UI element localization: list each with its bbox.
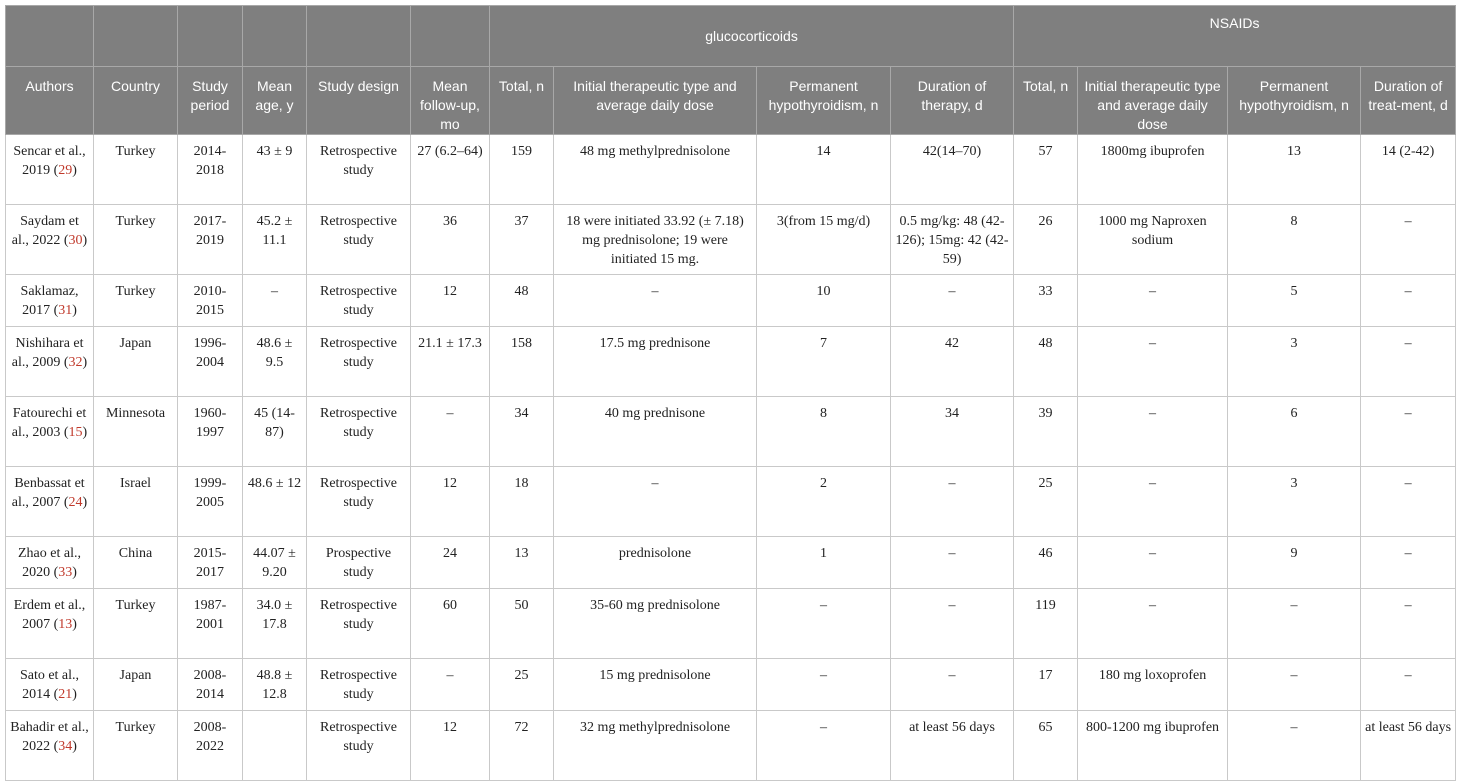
nsaid-hypothyroidism-cell: 8	[1228, 205, 1361, 275]
mean-age-cell: 34.0 ± 17.8	[243, 589, 307, 659]
study-period-cell: 2008-2014	[178, 659, 243, 711]
nsaid-dose-cell: 1000 mg Naproxen sodium	[1078, 205, 1228, 275]
country-cell: Turkey	[94, 205, 178, 275]
nsaid-total-cell: 26	[1014, 205, 1078, 275]
nsaid-duration-cell: –	[1361, 205, 1456, 275]
nsaid-dose-cell: 800-1200 mg ibuprofen	[1078, 711, 1228, 781]
column-header: Study period	[178, 67, 243, 135]
gc-duration-cell: –	[891, 275, 1014, 327]
follow-up-cell: 24	[411, 537, 490, 589]
study-period-cell: 2008-2022	[178, 711, 243, 781]
gc-dose-cell: 18 were initiated 33.92 (± 7.18) mg prednisolone; 19 were initiated 15 mg.	[554, 205, 757, 275]
nsaid-hypothyroidism-cell: 3	[1228, 467, 1361, 537]
gc-duration-cell: 0.5 mg/kg: 48 (42-126); 15mg: 42 (42-59)	[891, 205, 1014, 275]
authors-cell: Sato et al., 2014 (21)	[6, 659, 94, 711]
nsaid-hypothyroidism-cell: 5	[1228, 275, 1361, 327]
gc-total-cell: 50	[490, 589, 554, 659]
column-header: Study design	[307, 67, 411, 135]
author-name: Zhao et al., 2020	[18, 546, 81, 580]
authors-cell: Benbassat et al., 2007 (24)	[6, 467, 94, 537]
gc-duration-cell: –	[891, 589, 1014, 659]
mean-age-cell	[243, 711, 307, 781]
gc-hypothyroidism-cell: –	[757, 659, 891, 711]
study-period-cell: 2014-2018	[178, 135, 243, 205]
gc-dose-cell: 32 mg methylprednisolone	[554, 711, 757, 781]
column-header: Mean age, y	[243, 67, 307, 135]
nsaid-duration-cell: –	[1361, 275, 1456, 327]
nsaid-hypothyroidism-cell: 9	[1228, 537, 1361, 589]
author-name: Sencar et al., 2019	[13, 144, 86, 178]
gc-dose-cell: 48 mg methylprednisolone	[554, 135, 757, 205]
reference-link[interactable]: 30	[68, 233, 83, 248]
table-row	[6, 589, 1456, 659]
gc-dose-cell: 17.5 mg prednisone	[554, 327, 757, 397]
comparison-table	[5, 5, 1456, 781]
column-header: Duration of therapy, d	[891, 67, 1014, 135]
column-header: Mean follow-up, mo	[411, 67, 490, 135]
study-design-cell: Retrospective study	[307, 467, 411, 537]
column-header: Duration of treat-ment, d	[1361, 67, 1456, 135]
study-design-cell: Retrospective study	[307, 589, 411, 659]
study-period-cell: 1999-2005	[178, 467, 243, 537]
table-row	[6, 327, 1456, 397]
study-period-cell: 1996-2004	[178, 327, 243, 397]
gc-hypothyroidism-cell: –	[757, 589, 891, 659]
author-name: Benbassat et al., 2007	[11, 476, 85, 510]
nsaid-duration-cell: at least 56 days	[1361, 711, 1456, 781]
gc-duration-cell: at least 56 days	[891, 711, 1014, 781]
nsaid-dose-cell: –	[1078, 589, 1228, 659]
gc-total-cell: 13	[490, 537, 554, 589]
follow-up-cell: 21.1 ± 17.3	[411, 327, 490, 397]
nsaid-total-cell: 119	[1014, 589, 1078, 659]
gc-hypothyroidism-cell: –	[757, 711, 891, 781]
nsaid-duration-cell: –	[1361, 327, 1456, 397]
author-name: Erdem et al., 2007	[13, 598, 86, 632]
column-header: Permanent hypothyroidism, n	[1228, 67, 1361, 135]
nsaid-dose-cell: –	[1078, 275, 1228, 327]
authors-cell: Zhao et al., 2020 (33)	[6, 537, 94, 589]
follow-up-cell: 27 (6.2–64)	[411, 135, 490, 205]
column-header: Country	[94, 67, 178, 135]
follow-up-cell: 60	[411, 589, 490, 659]
nsaid-duration-cell: 14 (2-42)	[1361, 135, 1456, 205]
study-design-cell: Retrospective study	[307, 659, 411, 711]
author-name: Saklamaz, 2017	[20, 284, 79, 318]
nsaid-duration-cell: –	[1361, 397, 1456, 467]
authors-cell: Fatourechi et al., 2003 (15)	[6, 397, 94, 467]
header-group-glucocorticoids: glucocorticoids	[490, 6, 1014, 67]
gc-hypothyroidism-cell: 10	[757, 275, 891, 327]
gc-dose-cell: 40 mg prednisone	[554, 397, 757, 467]
country-cell: Japan	[94, 659, 178, 711]
nsaid-total-cell: 17	[1014, 659, 1078, 711]
mean-age-cell: 44.07 ± 9.20	[243, 537, 307, 589]
mean-age-cell: 45.2 ± 11.1	[243, 205, 307, 275]
gc-dose-cell: –	[554, 275, 757, 327]
country-cell: China	[94, 537, 178, 589]
column-header: Initial therapeutic type and average daily dose	[1078, 67, 1228, 135]
country-cell: Turkey	[94, 589, 178, 659]
author-name: Nishihara et al., 2009	[11, 336, 84, 370]
nsaid-dose-cell: 1800mg ibuprofen	[1078, 135, 1228, 205]
follow-up-cell: 36	[411, 205, 490, 275]
country-cell: Minnesota	[94, 397, 178, 467]
nsaid-duration-cell: –	[1361, 467, 1456, 537]
nsaid-total-cell: 65	[1014, 711, 1078, 781]
gc-total-cell: 18	[490, 467, 554, 537]
study-period-cell: 2010-2015	[178, 275, 243, 327]
study-period-cell: 2017-2019	[178, 205, 243, 275]
header-empty-cell	[94, 6, 178, 67]
study-period-cell: 1960-1997	[178, 397, 243, 467]
reference-link[interactable]: 13	[58, 617, 73, 632]
follow-up-cell: –	[411, 659, 490, 711]
gc-duration-cell: –	[891, 467, 1014, 537]
follow-up-cell: –	[411, 397, 490, 467]
gc-duration-cell: –	[891, 659, 1014, 711]
study-period-cell: 1987-2001	[178, 589, 243, 659]
study-period-cell: 2015-2017	[178, 537, 243, 589]
reference-link[interactable]: 32	[68, 355, 83, 370]
mean-age-cell: 43 ± 9	[243, 135, 307, 205]
reference-link[interactable]: 31	[58, 303, 73, 318]
gc-hypothyroidism-cell: 14	[757, 135, 891, 205]
nsaid-hypothyroidism-cell: 3	[1228, 327, 1361, 397]
nsaid-duration-cell: –	[1361, 537, 1456, 589]
header-group-row	[6, 6, 1456, 67]
authors-cell: Saydam et al., 2022 (30)	[6, 205, 94, 275]
nsaid-total-cell: 48	[1014, 327, 1078, 397]
nsaid-duration-cell: –	[1361, 659, 1456, 711]
nsaid-hypothyroidism-cell: –	[1228, 589, 1361, 659]
author-name: Bahadir et al., 2022	[10, 720, 89, 754]
nsaid-total-cell: 39	[1014, 397, 1078, 467]
nsaid-hypothyroidism-cell: –	[1228, 711, 1361, 781]
gc-total-cell: 25	[490, 659, 554, 711]
column-header: Total, n	[490, 67, 554, 135]
mean-age-cell: 45 (14-87)	[243, 397, 307, 467]
gc-total-cell: 34	[490, 397, 554, 467]
column-header: Authors	[6, 67, 94, 135]
header-empty-cell	[243, 6, 307, 67]
author-name: Fatourechi et al., 2003	[11, 406, 87, 440]
nsaid-dose-cell: 180 mg loxoprofen	[1078, 659, 1228, 711]
header-empty-cell	[6, 6, 94, 67]
authors-cell: Sencar et al., 2019 (29)	[6, 135, 94, 205]
gc-dose-cell: 35-60 mg prednisolone	[554, 589, 757, 659]
nsaid-total-cell: 57	[1014, 135, 1078, 205]
study-design-cell: Retrospective study	[307, 397, 411, 467]
table-row	[6, 135, 1456, 205]
nsaid-dose-cell: –	[1078, 327, 1228, 397]
table-row	[6, 275, 1456, 327]
reference-link[interactable]: 24	[68, 495, 83, 510]
gc-hypothyroidism-cell: 8	[757, 397, 891, 467]
gc-dose-cell: –	[554, 467, 757, 537]
country-cell: Turkey	[94, 135, 178, 205]
gc-duration-cell: 34	[891, 397, 1014, 467]
country-cell: Turkey	[94, 711, 178, 781]
reference-link[interactable]: 33	[58, 565, 73, 580]
authors-cell: Erdem et al., 2007 (13)	[6, 589, 94, 659]
column-header: Total, n	[1014, 67, 1078, 135]
header-group-nsaids: NSAIDs	[1014, 6, 1456, 67]
header-empty-cell	[411, 6, 490, 67]
reference-link[interactable]: 34	[58, 739, 73, 754]
reference-link[interactable]: 15	[68, 425, 83, 440]
gc-hypothyroidism-cell: 2	[757, 467, 891, 537]
study-design-cell: Retrospective study	[307, 205, 411, 275]
gc-hypothyroidism-cell: 7	[757, 327, 891, 397]
nsaid-total-cell: 25	[1014, 467, 1078, 537]
nsaid-dose-cell: –	[1078, 397, 1228, 467]
table-header	[6, 6, 1456, 135]
nsaid-total-cell: 33	[1014, 275, 1078, 327]
mean-age-cell: 48.6 ± 12	[243, 467, 307, 537]
reference-link[interactable]: 21	[58, 687, 73, 702]
mean-age-cell: –	[243, 275, 307, 327]
authors-cell: Saklamaz, 2017 (31)	[6, 275, 94, 327]
header-empty-cell	[307, 6, 411, 67]
nsaid-dose-cell: –	[1078, 467, 1228, 537]
gc-total-cell: 37	[490, 205, 554, 275]
gc-total-cell: 158	[490, 327, 554, 397]
study-design-cell: Retrospective study	[307, 135, 411, 205]
nsaid-total-cell: 46	[1014, 537, 1078, 589]
table-row	[6, 205, 1456, 275]
country-cell: Israel	[94, 467, 178, 537]
country-cell: Turkey	[94, 275, 178, 327]
mean-age-cell: 48.6 ± 9.5	[243, 327, 307, 397]
table-body	[6, 135, 1456, 781]
mean-age-cell: 48.8 ± 12.8	[243, 659, 307, 711]
table-row	[6, 711, 1456, 781]
nsaid-hypothyroidism-cell: 6	[1228, 397, 1361, 467]
nsaid-dose-cell: –	[1078, 537, 1228, 589]
gc-dose-cell: prednisolone	[554, 537, 757, 589]
header-empty-cell	[178, 6, 243, 67]
column-header: Permanent hypothyroidism, n	[757, 67, 891, 135]
table-row	[6, 397, 1456, 467]
gc-total-cell: 72	[490, 711, 554, 781]
table-row	[6, 659, 1456, 711]
gc-total-cell: 159	[490, 135, 554, 205]
gc-duration-cell: 42	[891, 327, 1014, 397]
gc-hypothyroidism-cell: 1	[757, 537, 891, 589]
study-design-cell: Prospective study	[307, 537, 411, 589]
table-container	[5, 5, 1456, 781]
follow-up-cell: 12	[411, 711, 490, 781]
gc-total-cell: 48	[490, 275, 554, 327]
table-row	[6, 537, 1456, 589]
nsaid-hypothyroidism-cell: 13	[1228, 135, 1361, 205]
nsaid-duration-cell: –	[1361, 589, 1456, 659]
follow-up-cell: 12	[411, 467, 490, 537]
author-name: Saydam et al., 2022	[11, 214, 79, 248]
gc-dose-cell: 15 mg prednisolone	[554, 659, 757, 711]
gc-duration-cell: –	[891, 537, 1014, 589]
country-cell: Japan	[94, 327, 178, 397]
follow-up-cell: 12	[411, 275, 490, 327]
author-name: Sato et al., 2014	[19, 668, 80, 702]
authors-cell: Nishihara et al., 2009 (32)	[6, 327, 94, 397]
reference-link[interactable]: 29	[58, 163, 73, 178]
gc-duration-cell: 42(14–70)	[891, 135, 1014, 205]
study-design-cell: Retrospective study	[307, 327, 411, 397]
authors-cell: Bahadir et al., 2022 (34)	[6, 711, 94, 781]
header-column-row	[6, 67, 1456, 135]
column-header: Initial therapeutic type and average daily dose	[554, 67, 757, 135]
gc-hypothyroidism-cell: 3(from 15 mg/d)	[757, 205, 891, 275]
study-design-cell: Retrospective study	[307, 275, 411, 327]
nsaid-hypothyroidism-cell: –	[1228, 659, 1361, 711]
table-row	[6, 467, 1456, 537]
study-design-cell: Retrospective study	[307, 711, 411, 781]
